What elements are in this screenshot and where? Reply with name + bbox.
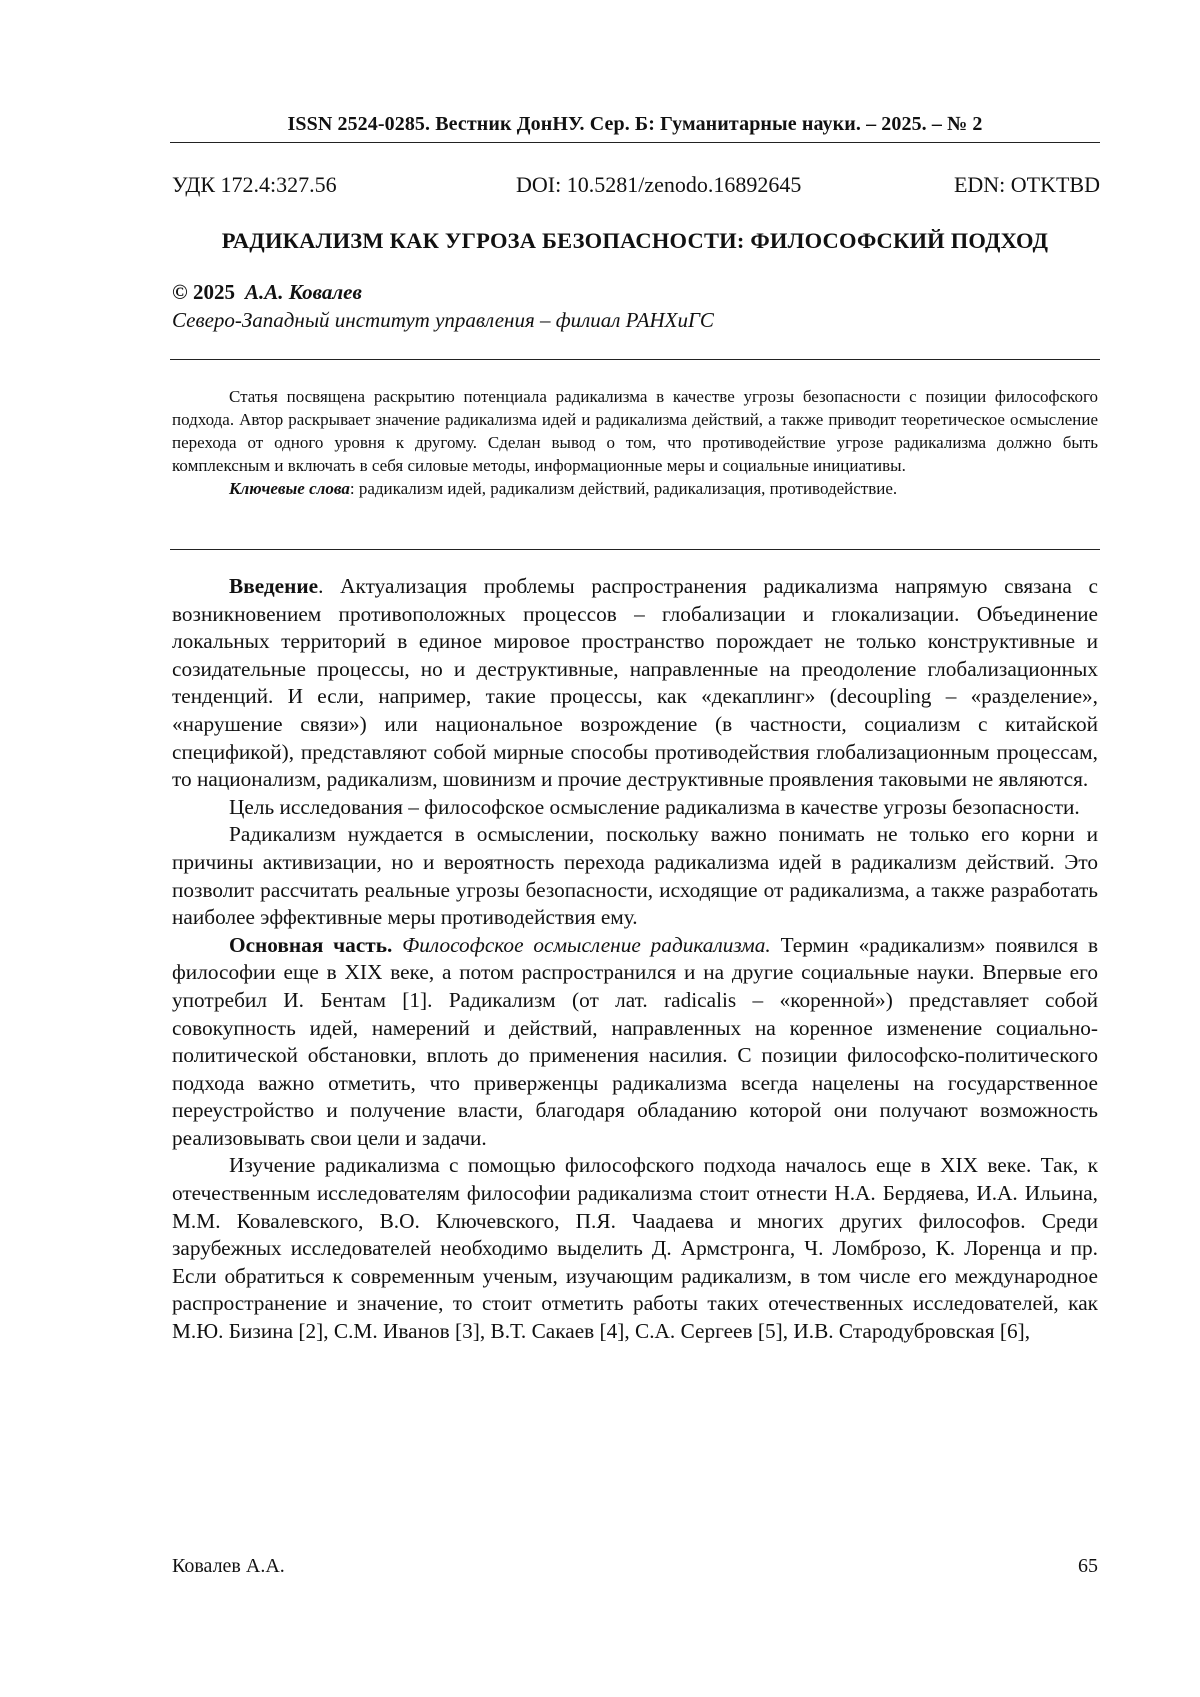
header-rule (170, 142, 1100, 143)
abstract (172, 385, 1098, 500)
author-affiliation: Северо-Западный институт управления – филиал РАНХиГС (172, 308, 714, 332)
paragraph-research: Изучение радикализма с помощью философского подхода началось еще в XIX веке. Так, к отечественным исследователям философии радикализма стоит отнести Н.А. Бердяева, И.А. Ильина, М.М. Ковалевского, В.О. Ключевского, П.Я. Чаадаева и многих других философов. Среди зарубежных исследователей необходимо выделить Д. Армстронга, Ч. Ломброзо, К. Лоренца и пр. Если обратиться к современным ученым, изучающим радикализм, в том числе его международное распространение и значение, то стоит отметить работы таких отечественных исследователей, как М.Ю. Бизина [2], С.М. Иванов [3], В.Т. Сакаев [4], С.А. Сергеев [5], И.В. Стародубровская [6], (172, 1153, 1098, 1344)
paragraph-introduction (172, 573, 1098, 794)
article-body (172, 573, 1098, 1346)
abstract-top-rule (170, 359, 1100, 360)
intro-text: . Актуализация проблемы распространения радикализма напрямую связана с возникновением противоположных процессов – глобализации и глокализации. Объединение локальных территорий в единое мировое пространство порождает не только конструктивные и созидательные процессы, но и деструктивные, направленные на преодоление глобализационных тенденций. И если, например, такие процессы, как «декаплинг» (decoupling – «разделение», «нарушение связи») или национальное возрождение (в частности, социализм с китайской спецификой), представляют собой мирные способы противодействия глобализационным процессам, то национализм, радикализм, шовинизм и прочие деструктивные проявления таковыми не являются. (172, 574, 1098, 792)
footer-author: Ковалев А.А. (172, 1555, 285, 1577)
main-text: Термин «радикализм» появился в философии еще в XIX веке, а потом распространился и на другие социальные науки. Впервые его употребил И. Бентам [1]. Радикализм (от лат. radicalis – «коренной») представляет собой совокупность идей, намерений и действий, направленных на коренное изменение социально-политической обстановки, вплоть до применения насилия. С позиции философско-политического подхода важно отметить, что приверженцы радикализма всегда нацелены на государственное переустройство и получение власти, благодаря обладанию которой они получают возможность реализовывать свои цели и задачи. (172, 932, 1099, 1150)
udk-code: УДК 172.4:327.56 (172, 172, 337, 197)
doi[interactable]: DOI: 10.5281/zenodo.16892645 (516, 172, 802, 197)
keywords-label: Ключевые слова (229, 479, 350, 498)
author-name: А.А. Ковалев (244, 280, 362, 304)
article-title: РАДИКАЛИЗМ КАК УГРОЗА БЕЗОПАСНОСТИ: ФИЛОСОФСКИЙ ПОДХОД (221, 228, 1049, 253)
page-number: 65 (1078, 1555, 1098, 1577)
main-subheading: Философское осмысление радикализма. (402, 932, 771, 957)
paragraph-rationale: Радикализм нуждается в осмыслении, поскольку важно понимать не только его корни и причины активизации, но и вероятность перехода радикализма идей в радикализм действий. Это позволит рассчитать реальные угрозы безопасности, исходящие от радикализма, а также разработать наиболее эффективные меры противодействия ему. (172, 822, 1098, 930)
edn-code: EDN: OTKTBD (953, 172, 1100, 197)
journal-header: ISSN 2524-0285. Вестник ДонНУ. Сер. Б: Гуманитарные науки. – 2025. – № 2 (287, 113, 983, 135)
abstract-text: Статья посвящена раскрытию потенциала радикализма в качестве угрозы безопасности с позиции философского подхода. Автор раскрывает значение радикализма идей и радикализма действий, а также приводит теоретическое осмысление перехода от одного уровня к другому. Сделан вывод о том, что противодействие угрозе радикализма должно быть комплексным и включать в себя силовые методы, информационные меры и социальные инициативы. (172, 387, 1098, 475)
keywords (172, 477, 1098, 500)
intro-heading: Введение (229, 574, 319, 598)
main-heading: Основная часть. (229, 932, 393, 957)
author-line (172, 280, 362, 305)
paragraph-aim: Цель исследования – философское осмысление радикализма в качестве угрозы безопасности. (229, 794, 1080, 819)
page-footer (172, 1555, 1098, 1578)
abstract-bottom-rule (170, 549, 1100, 550)
copyright: © 2025 (172, 280, 235, 304)
keywords-list: : радикализм идей, радикализм действий, радикализация, противодействие. (349, 479, 898, 498)
paragraph-main (172, 932, 1098, 1153)
